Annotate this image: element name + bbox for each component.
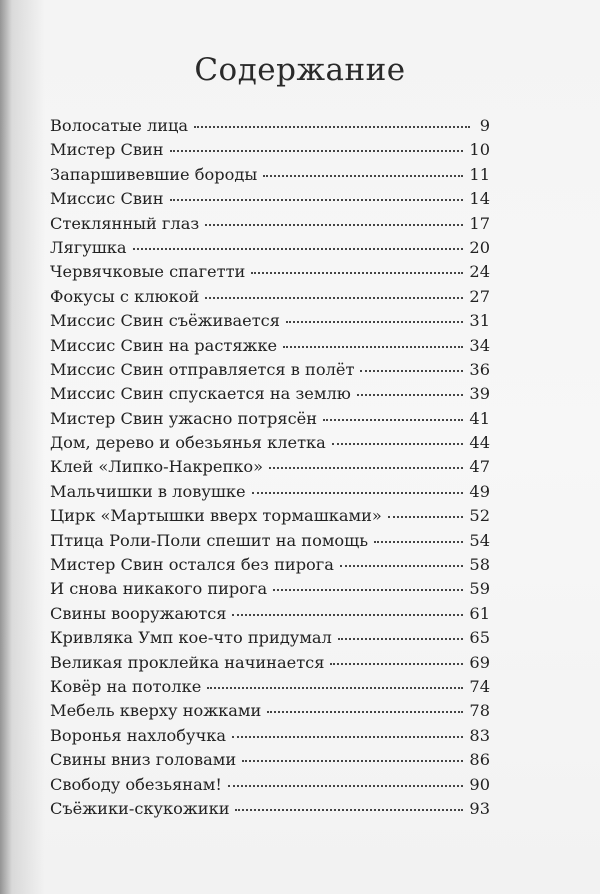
toc-entry-page-number: 9 — [479, 116, 490, 135]
toc-entry-title: Великая проклейка начинается — [50, 652, 325, 672]
dot-leader — [205, 297, 463, 299]
toc-entry — [50, 114, 490, 138]
toc-entry — [50, 504, 490, 528]
dot-leader — [242, 760, 463, 762]
toc-entry — [50, 651, 490, 675]
toc-entry-page-number: 69 — [469, 652, 490, 672]
dot-leader — [273, 589, 463, 591]
toc-entry-page-number: 78 — [469, 701, 490, 721]
toc-entry — [50, 334, 490, 358]
toc-entry-page-number: 17 — [469, 213, 490, 233]
toc-entry-page-number: 93 — [469, 798, 490, 818]
dot-leader — [170, 199, 464, 201]
toc-entry — [50, 529, 490, 553]
toc-entry-page-number: 31 — [469, 311, 490, 331]
toc-entry-title: Свины вооружаются — [50, 603, 227, 623]
toc-entry-title: Воронья нахлобучка — [50, 725, 227, 745]
toc-entry-title: Мистер Свин остался без пирога — [50, 555, 334, 575]
toc-entry-title: И снова никакого пирога — [50, 579, 268, 599]
dot-leader — [338, 638, 464, 640]
toc-entry-title: Кривляка Умп кое-что придумал — [50, 628, 332, 648]
toc-entry — [50, 236, 490, 260]
toc-entry-page-number: 58 — [469, 555, 490, 575]
toc-entry-title: Миссис Свин съёживается — [50, 311, 280, 331]
toc-entry — [50, 431, 490, 455]
toc-entry-page-number: 11 — [469, 164, 490, 184]
dot-leader — [374, 541, 463, 543]
toc-entry — [50, 675, 490, 699]
dot-leader — [170, 150, 464, 152]
toc-entry — [50, 260, 490, 284]
dot-leader — [269, 467, 463, 469]
toc-entry-page-number: 44 — [469, 433, 490, 453]
toc-entry-page-number: 90 — [469, 774, 490, 794]
toc-entry-title: Миссис Свин на растяжке — [50, 335, 278, 355]
toc-entry-page-number: 20 — [469, 237, 490, 257]
dot-leader — [357, 394, 464, 396]
toc-entry-title: Фокусы с клюкой — [50, 286, 200, 306]
toc-entry-page-number: 54 — [469, 530, 490, 550]
page-title: Содержание — [194, 52, 406, 88]
dot-leader — [388, 516, 464, 518]
toc-entry — [50, 358, 490, 382]
toc-entry — [50, 407, 490, 431]
toc-entry-title: Мальчишки в ловушке — [50, 481, 246, 501]
toc-entry — [50, 285, 490, 309]
toc-entry — [50, 748, 490, 772]
toc-entry — [50, 577, 490, 601]
toc-entry — [50, 382, 490, 406]
dot-leader — [283, 346, 463, 348]
toc-entry-title: Волосатые лица — [50, 116, 189, 135]
toc-entry-page-number: 36 — [469, 359, 490, 379]
toc-entry-page-number: 52 — [469, 506, 490, 526]
toc-entry — [50, 163, 490, 187]
toc-entry-page-number: 47 — [469, 457, 490, 477]
dot-leader — [330, 663, 463, 665]
toc-entry — [50, 187, 490, 211]
dot-leader — [207, 687, 463, 689]
toc-entry-title: Свины вниз головами — [50, 750, 237, 770]
toc-entry-title: Миссис Свин спускается на землю — [50, 384, 351, 404]
toc-entry-title: Мистер Свин ужасно потрясён — [50, 408, 318, 428]
dot-leader — [332, 443, 464, 445]
toc-entry — [50, 773, 490, 797]
toc-entry — [50, 724, 490, 748]
toc-entry-page-number: 14 — [469, 189, 490, 209]
dot-leader — [194, 126, 470, 128]
dot-leader — [133, 248, 464, 250]
toc-entry-page-number: 65 — [469, 628, 490, 648]
toc-entry-title: Мебель кверху ножками — [50, 701, 262, 721]
toc-entry-title: Запаршивевшие бороды — [50, 164, 258, 184]
toc-entry-title: Мистер Свин — [50, 140, 164, 160]
toc-entry-title: Червячковые спагетти — [50, 262, 246, 282]
toc-entry-page-number: 39 — [469, 384, 490, 404]
toc-entry-page-number: 83 — [469, 725, 490, 745]
toc-entry-page-number: 10 — [469, 140, 490, 160]
dot-leader — [263, 175, 463, 177]
toc-entry-page-number: 86 — [469, 750, 490, 770]
dot-leader — [228, 785, 464, 787]
toc-entry-title: Свободу обезьянам! — [50, 774, 222, 794]
dot-leader — [286, 321, 463, 323]
toc-entry-page-number: 24 — [469, 262, 490, 282]
toc-entry-title: Съёжики-скукожики — [50, 798, 230, 818]
dot-leader — [252, 492, 464, 494]
toc-entry-title: Миссис Свин отправляется в полёт — [50, 359, 355, 379]
toc-entry-title: Стеклянный глаз — [50, 213, 200, 233]
toc-entry-page-number: 41 — [469, 408, 490, 428]
toc-entry-title: Птица Роли-Поли спешит на помощь — [50, 530, 369, 550]
dot-leader — [232, 736, 463, 738]
toc-entry-title: Дом, дерево и обезьянья клетка — [50, 433, 326, 453]
toc-entry — [50, 309, 490, 333]
toc-entry-title: Миссис Свин — [50, 189, 164, 209]
toc-entry-page-number: 27 — [469, 286, 490, 306]
dot-leader — [340, 565, 463, 567]
toc-entry — [50, 480, 490, 504]
dot-leader — [235, 809, 463, 811]
toc-entry — [50, 553, 490, 577]
toc-entry-page-number: 74 — [469, 676, 490, 696]
dot-leader — [232, 614, 463, 616]
toc-entry-page-number: 34 — [469, 335, 490, 355]
dot-leader — [205, 224, 463, 226]
toc-entry-page-number: 61 — [469, 603, 490, 623]
toc-entry — [50, 138, 490, 162]
toc-entry-page-number: 49 — [469, 481, 490, 501]
dot-leader — [323, 419, 463, 421]
toc-entry-title: Ковёр на потолке — [50, 676, 202, 696]
table-of-contents — [50, 114, 490, 821]
toc-entry — [50, 455, 490, 479]
toc-entry — [50, 602, 490, 626]
dot-leader — [360, 370, 463, 372]
toc-entry-page-number: 59 — [469, 579, 490, 599]
toc-entry-title: Цирк «Мартышки вверх тормашками» — [50, 506, 382, 526]
toc-entry — [50, 626, 490, 650]
dot-leader — [267, 711, 463, 713]
toc-entry — [50, 699, 490, 723]
toc-entry — [50, 797, 490, 821]
toc-entry — [50, 212, 490, 236]
toc-entry-title: Лягушка — [50, 237, 127, 257]
dot-leader — [251, 272, 463, 274]
toc-entry-title: Клей «Липко-Накрепко» — [50, 457, 264, 477]
